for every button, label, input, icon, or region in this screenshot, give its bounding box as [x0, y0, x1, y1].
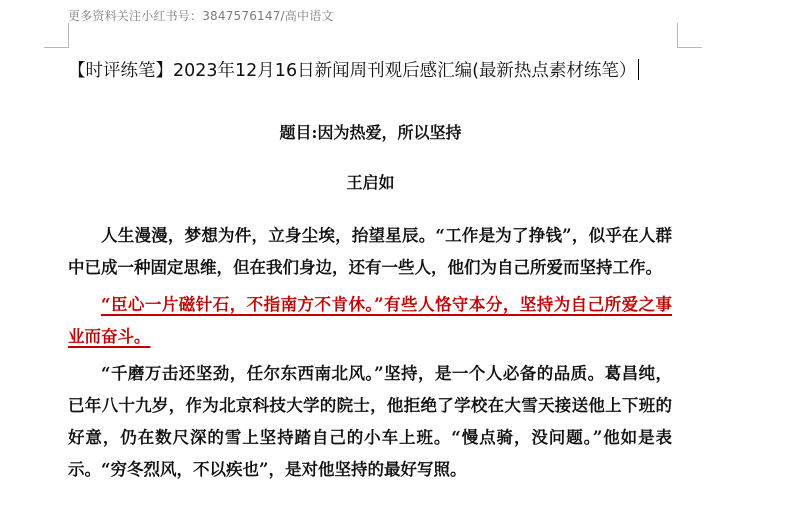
author-name: 王启如 [346, 173, 395, 192]
paragraph-2-highlighted [68, 289, 672, 353]
header-watermark: 更多资料关注小红书号：3847576147/高中语文 [68, 9, 334, 23]
margin-marker-right [677, 23, 702, 48]
paragraph-2-text: “臣心一片磁针石，不指南方不肯休。”有些人恪守本分，坚持为自己所爱之事业而奋斗。 [68, 295, 672, 346]
margin-marker-left [44, 23, 69, 48]
paragraph-1: 人生漫漫，梦想为件，立身尘埃，抬望星辰。“工作是为了挣钱”，似乎在人群中已成一种固定思维，但在我们身边，还有一些人，他们为自己所爱而坚持工作。 [68, 226, 672, 277]
document-title-line[interactable] [68, 57, 639, 82]
text-cursor [638, 59, 639, 80]
document-body[interactable] [68, 220, 672, 491]
paragraph-3: “千磨万击还坚劲，任尔东西南北风。”坚持，是一个人必备的品质。葛昌纯，已年八十九岁，作为北京科技大学的院士，他拒绝了学校在大雪天接送他上下班的好意，仍在数尺深的雪上坚持踏自己的小车上班。“慢点骑，没问题。”他如是表示。“穷冬烈风，不以疾也”，是对他坚持的最好写照。 [68, 364, 672, 479]
essay-title: 题目:因为热爱，所以坚持 [279, 123, 462, 142]
document-title: 【时评练笔】2023年12月16日新闻周刊观后感汇编(最新热点素材练笔） [68, 61, 637, 81]
